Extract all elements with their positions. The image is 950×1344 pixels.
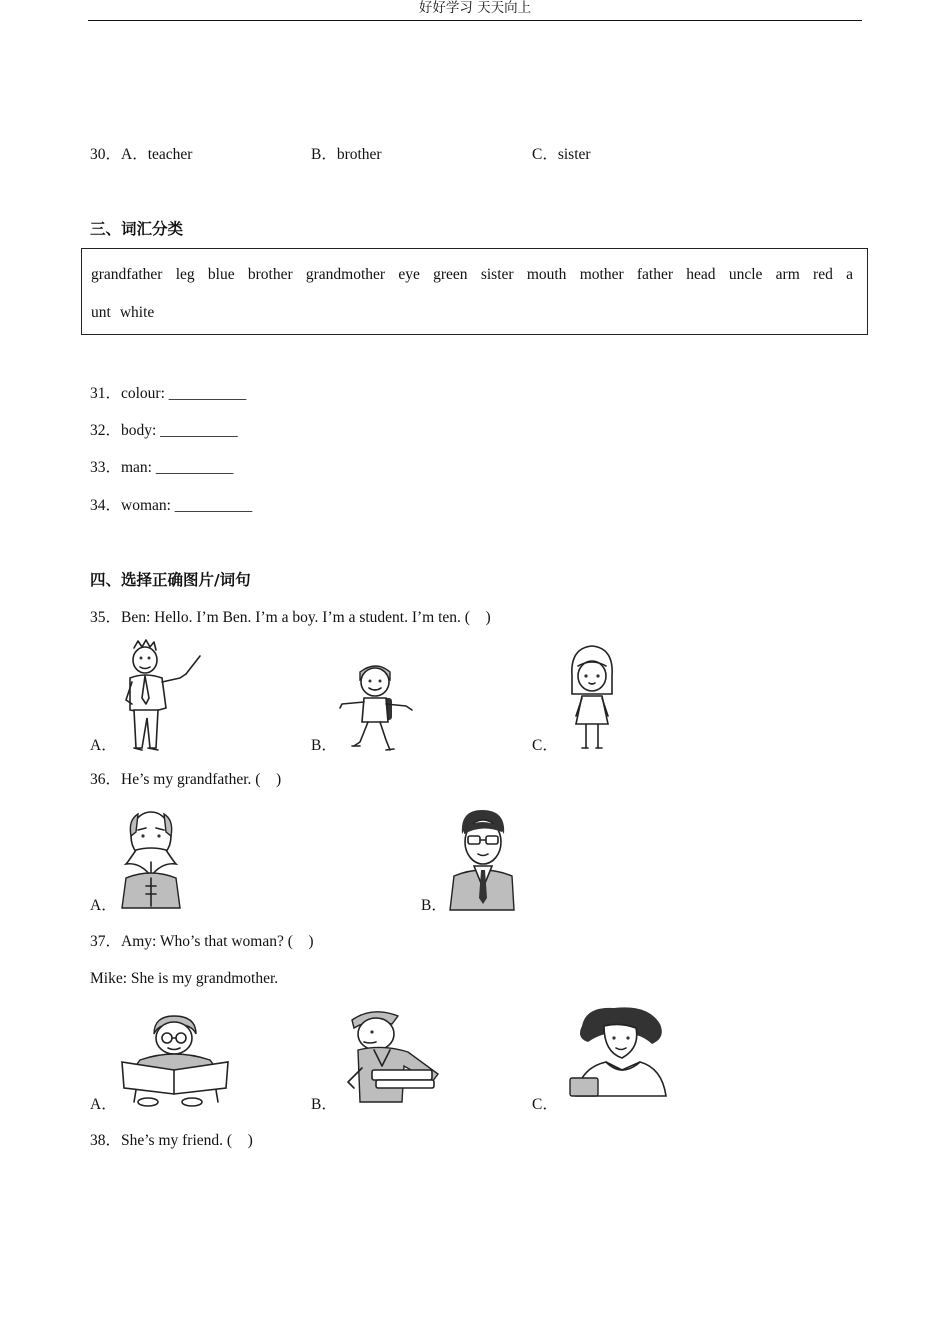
q33-man: 33．man: __________	[90, 459, 234, 476]
q36-question: 36．He’s my grandfather. ( )	[90, 771, 282, 788]
word: unt	[91, 304, 111, 321]
q37-reply: Mike: She is my grandmother.	[90, 970, 279, 987]
word: uncle	[728, 266, 763, 283]
word-bank-row-2	[91, 304, 853, 322]
q37-label-b: B．	[311, 1096, 337, 1113]
word: mother	[579, 266, 624, 283]
man-with-glasses-image	[448, 806, 516, 912]
word: sister	[480, 266, 514, 283]
word: a	[846, 266, 853, 283]
q38-question: 38．She’s my friend. ( )	[90, 1132, 253, 1149]
q31-colour: 31．colour: __________	[90, 385, 247, 402]
word: eye	[398, 266, 420, 283]
section3-title: 三、词汇分类	[90, 220, 184, 238]
q30-option-b: B．brother	[311, 146, 382, 163]
word: red	[813, 266, 833, 283]
q30-number: 30．	[90, 146, 122, 163]
word: leg	[175, 266, 195, 283]
word: arm	[775, 266, 800, 283]
q32-body: 32．body: __________	[90, 422, 238, 439]
q35-label-c: C．	[532, 737, 558, 754]
section4-title: 四、选择正确图片/词句	[90, 571, 251, 589]
q30-option-a	[90, 146, 192, 164]
q30-option-c: C．sister	[532, 146, 591, 163]
q37-label-c: C．	[532, 1096, 558, 1113]
man-with-books-image	[342, 1008, 454, 1104]
word: green	[433, 266, 468, 283]
word: head	[686, 266, 716, 283]
teacher-pointing-image	[120, 638, 205, 754]
word: blue	[207, 266, 235, 283]
word: mouth	[526, 266, 567, 283]
grandfather-image	[118, 806, 184, 910]
q34-woman: 34．woman: __________	[90, 497, 253, 514]
word: brother	[247, 266, 293, 283]
word-bank-row-1	[91, 266, 853, 284]
schoolboy-image	[338, 660, 414, 752]
girl-image	[564, 642, 620, 752]
woman-curly-hair-image	[562, 1004, 674, 1098]
q36-label-b: B．	[421, 897, 447, 914]
word: white	[119, 304, 155, 321]
q36-label-a: A．	[90, 897, 117, 914]
q30-option-a-text: A．teacher	[121, 146, 193, 163]
grandmother-reading-image	[116, 1012, 236, 1108]
q35-label-b: B．	[311, 737, 337, 754]
word-bank-box	[81, 248, 868, 335]
q35-question: 35．Ben: Hello. I’m Ben. I’m a boy. I’m a student. I’m ten. ( )	[90, 609, 491, 626]
header-rule	[88, 20, 862, 21]
word: grandmother	[305, 266, 386, 283]
word: grandfather	[91, 266, 163, 283]
q37-question: 37．Amy: Who’s that woman? ( )	[90, 933, 314, 950]
q37-label-a: A．	[90, 1096, 117, 1113]
q35-label-a: A．	[90, 737, 117, 754]
page-header: 好好学习 天天向上	[418, 0, 532, 16]
word: father	[636, 266, 674, 283]
